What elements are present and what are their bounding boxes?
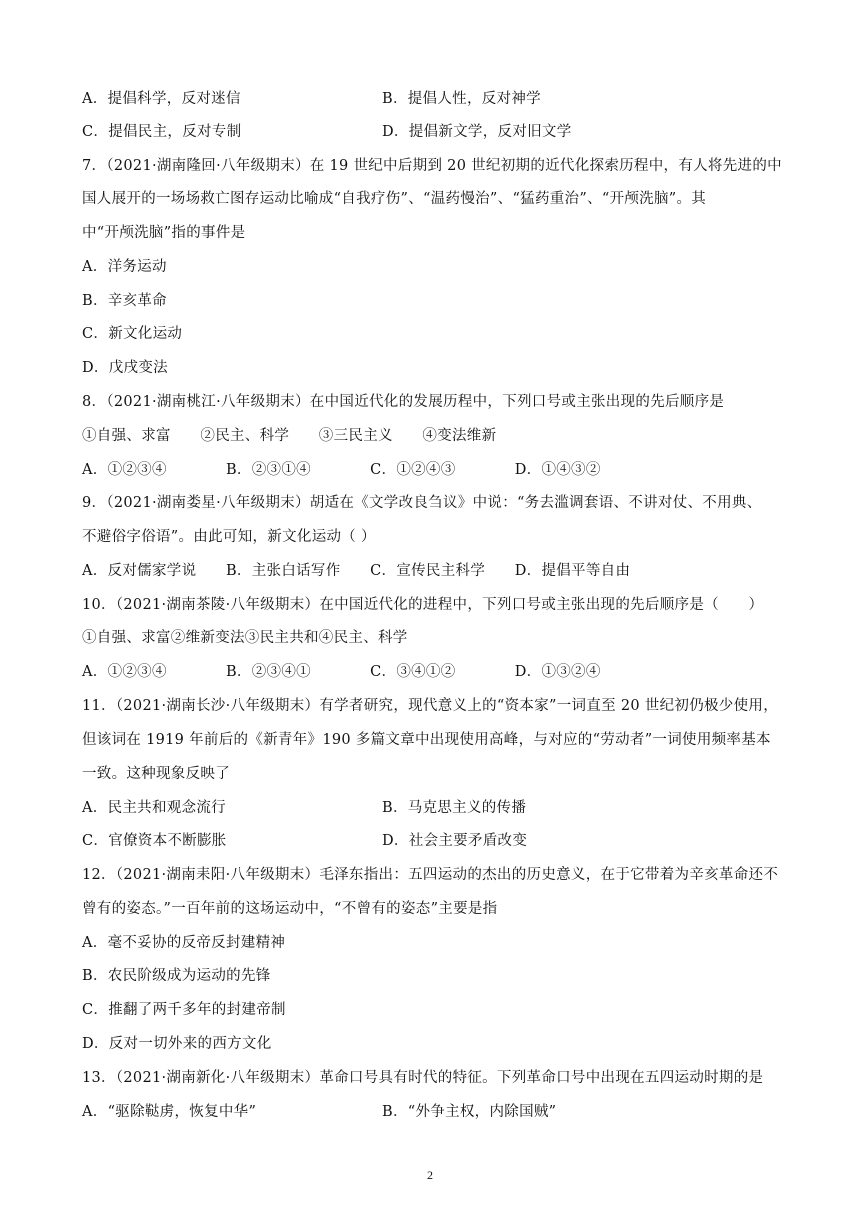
q10-stem-line1: 10．（2021·湖南茶陵·八年级期末）在中国近代化的进程中，下列口号或主张出现的先后顺序是（ ） — [82, 597, 764, 613]
q10-options: A．①②③④ B．②③④① C．③④①② D．①③②④ — [82, 664, 601, 680]
q12-option-c: C．推翻了两千多年的封建帝制 — [82, 1002, 286, 1018]
q7-option-c: C．新文化运动 — [82, 326, 183, 342]
q8-options: A．①②③④ B．②③①④ C．①②④③ D．①④③② — [82, 462, 601, 478]
q7-stem-line3: 中“开颅洗脑”指的事件是 — [82, 225, 246, 241]
q7-stem-line1: 7．（2021·湖南隆回·八年级期末）在 19 世纪中后期到 20 世纪初期的近代化探索历程中，有人将先进的中 — [82, 158, 782, 174]
q10-stem-line2: ①自强、求富②维新变法③民主共和④民主、科学 — [82, 630, 408, 646]
q7-stem-line2: 国人展开的一场场救亡图存运动比喻成“自我疗伤”、“温药慢治”、“猛药重治”、“开颅洗脑”。其 — [82, 191, 707, 207]
q13-option-a: A．“驱除鞑虏，恢复中华” — [82, 1104, 257, 1120]
page-number: 2 — [427, 1168, 433, 1182]
q12-stem-line2: 曾有的姿态。”一百年前的这场运动中，“不曾有的姿态”主要是指 — [82, 901, 498, 917]
q8-stem-line1: 8．（2021·湖南桃江·八年级期末）在中国近代化的发展历程中，下列口号或主张出现的先后顺序是 — [82, 394, 725, 410]
q12-stem-line1: 12．（2021·湖南耒阳·八年级期末）毛泽东指出：五四运动的杰出的历史意义，在于它带着为辛亥革命还不 — [82, 867, 779, 883]
q13-option-b: B．“外争主权，内除国贼” — [382, 1104, 557, 1120]
q11-option-b: B．马克思主义的传播 — [382, 800, 527, 816]
q11-stem-line3: 一致。这种现象反映了 — [82, 766, 230, 782]
q11-stem-line2: 但该词在 1919 年前后的《新青年》190 多篇文章中出现使用高峰，与对应的“劳动者”一词使用频率基本 — [82, 732, 771, 748]
q11-stem-line1: 11．（2021·湖南长沙·八年级期末）有学者研究，现代意义上的“资本家”一词直至 20 世纪初仍极少使用， — [82, 698, 779, 714]
q9-options: A．反对儒家学说 B．主张白话写作 C．宣传民主科学 D．提倡平等自由 — [82, 563, 631, 579]
q12-option-d: D．反对一切外来的西方文化 — [82, 1036, 272, 1052]
q6-option-b: B．提倡人性，反对神学 — [382, 91, 541, 107]
q9-stem-line1: 9．（2021·湖南娄星·八年级期末）胡适在《文学改良刍议》中说：“务去滥调套语、不讲对仗、不用典、 — [82, 495, 762, 511]
q11-option-a: A．民主共和观念流行 — [82, 800, 226, 816]
q11-option-c: C．官僚资本不断膨胀 — [82, 833, 227, 849]
q11-option-d: D．社会主要矛盾改变 — [382, 833, 528, 849]
q6-option-a: A．提倡科学，反对迷信 — [82, 91, 241, 107]
q6-option-d: D．提倡新文学，反对旧文学 — [382, 124, 572, 140]
q9-stem-line2: 不避俗字俗语”。由此可知，新文化运动（ ） — [82, 529, 376, 545]
q12-option-a: A．毫不妥协的反帝反封建精神 — [82, 935, 286, 951]
q12-option-b: B．农民阶级成为运动的先锋 — [82, 968, 271, 984]
q13-stem-line1: 13．（2021·湖南新化·八年级期末）革命口号具有时代的特征。下列革命口号中出现在五四运动时期的是 — [82, 1070, 764, 1086]
q7-option-a: A．洋务运动 — [82, 259, 167, 275]
q8-stem-line2: ①自强、求富 ②民主、科学 ③三民主义 ④变法维新 — [82, 428, 497, 444]
q7-option-b: B．辛亥革命 — [82, 293, 167, 309]
q6-option-c: C．提倡民主，反对专制 — [82, 124, 242, 140]
q7-option-d: D．戊戌变法 — [82, 360, 168, 376]
